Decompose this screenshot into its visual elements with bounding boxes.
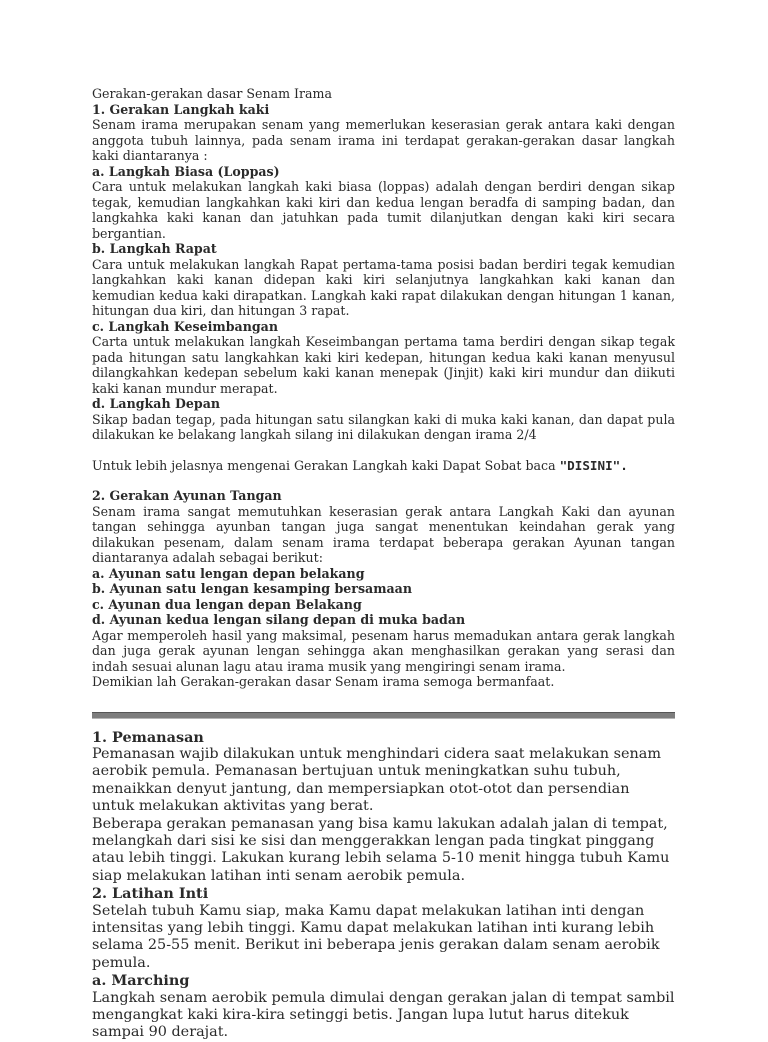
- disini-link[interactable]: "DISINI".: [559, 457, 628, 473]
- subheading-langkah-rapat: b. Langkah Rapat: [92, 241, 217, 256]
- senam-aerobik-section: [92, 729, 675, 1042]
- heading-marching: a. Marching: [92, 972, 190, 990]
- paragraph-ayunan-detail: Agar memperoleh hasil yang maksimal, pesenam harus memadukan antara gerak langkah dan juga gerak ayunan lengan sehingga akan menghasilkan gerakan yang serasi dan indah sesuai alunan lagu atau irama musik yang mengiringi senam irama.: [92, 627, 675, 674]
- paragraph-langkah-keseimbangan: Carta untuk melakukan langkah Keseimbangan pertama tama berdiri dengan sikap tegak pada hitungan satu langkahkan kaki kiri kedepan, hitungan kedua kaki kanan menyusul dilangkahkan kedepan sebelum kaki kanan menepak (Jinjit) kaki kiri mundur dan diikuti kaki kanan mundur merapat.: [92, 334, 675, 396]
- heading-latihan-inti: 2. Latihan Inti: [92, 885, 209, 903]
- paragraph-ayunan-intro: Senam irama sangat memutuhkan keserasian gerak antara Langkah Kaki dan ayunan tangan sehingga ayunban tangan juga sangat menentukan keindahan gerak yang dilakukan pesenam, dalam senam irama terdapat beberapa gerakan Ayunan tangan diantaranya adalah sebagai berikut:: [92, 503, 675, 565]
- paragraph-pemanasan: Pemanasan wajib dilakukan untuk menghindari cidera saat melakukan senam aerobik pemula. Pemanasan bertujuan untuk meningkatkan suhu tubuh, menaikkan denyut jantung, dan mempersiapkan otot-otot dan persendian untuk melakukan aktivitas yang berat.: [92, 745, 662, 815]
- spacer: [92, 443, 675, 458]
- subheading-langkah-depan: d. Langkah Depan: [92, 396, 221, 411]
- paragraph-closing: Demikian lah Gerakan-gerakan dasar Senam irama semoga bermanfaat.: [92, 674, 555, 689]
- paragraph-langkah-depan: Sikap badan tegap, pada hitungan satu silangkan kaki di muka kaki kanan, dan dapat pula dilakukan ke belakang langkah silang ini dilakukan dengan irama 2/4: [92, 411, 675, 442]
- horizontal-divider: [92, 712, 675, 719]
- paragraph-langkah-intro: Senam irama merupakan senam yang memerlukan keserasian gerak antara kaki dengan anggota tubuh lainnya, pada senam irama ini terdapat gerakan-gerakan dasar langkah kaki diantaranya :: [92, 117, 675, 163]
- paragraph-latihan-inti: Setelah tubuh Kamu siap, maka Kamu dapat melakukan latihan inti dengan intensitas yang lebih tinggi. Kamu dapat melakukan latihan inti kurang lebih selama 25-55 menit. Berikut ini beberapa jenis gerakan dalam senam aerobik pemula.: [92, 902, 660, 971]
- paragraph-more-info: [92, 458, 675, 474]
- subheading-langkah-keseimbangan: c. Langkah Keseimbangan: [92, 318, 278, 334]
- document-title: Gerakan-gerakan dasar Senam Irama: [92, 86, 333, 101]
- heading-pemanasan: 1. Pemanasan: [92, 728, 204, 746]
- list-item: c. Ayunan dua lengan depan Belakang: [92, 596, 362, 612]
- subheading-langkah-biasa: a. Langkah Biasa (Loppas): [92, 163, 280, 179]
- list-item: d. Ayunan kedua lengan silang depan di muka badan: [92, 612, 466, 627]
- spacer: [92, 473, 675, 488]
- section-heading-langkah-kaki: 1. Gerakan Langkah kaki: [92, 101, 270, 117]
- list-item: b. Ayunan satu lengan kesamping bersamaan: [92, 581, 412, 596]
- paragraph-langkah-rapat: Cara untuk melakukan langkah Rapat pertama-tama posisi badan berdiri tegak kemudian langkahkan kaki kanan didepan kaki kiri selanjutnya langkahkan kaki kanan dan kemudian kedua kaki dirapatkan. Langkah kaki rapat dilakukan dengan hitungan 1 kanan, hitungan dua kiri, dan hitungan 3 rapat.: [92, 256, 675, 318]
- senam-irama-section: [92, 86, 675, 690]
- more-info-text: Untuk lebih jelasnya mengenai Gerakan Langkah kaki Dapat Sobat baca: [92, 457, 560, 473]
- document-page: [92, 86, 675, 1042]
- section-heading-ayunan-tangan: 2. Gerakan Ayunan Tangan: [92, 488, 282, 503]
- paragraph-marching: Langkah senam aerobik pemula dimulai dengan gerakan jalan di tempat sambil mengangkat kaki kira-kira setinggi betis. Jangan lupa lutut harus ditekuk sampai 90 derajat.: [92, 989, 675, 1041]
- list-item: a. Ayunan satu lengan depan belakang: [92, 565, 365, 581]
- paragraph-pemanasan-gerakan: Beberapa gerakan pemanasan yang bisa kamu lakukan adalah jalan di tempat, melangkah dari sisi ke sisi dan menggerakkan lengan pada tingkat pinggang atau lebih tinggi. Lakukan kurang lebih selama 5-10 menit hingga tubuh Kamu siap melakukan latihan inti senam aerobik pemula.: [92, 815, 670, 884]
- paragraph-langkah-biasa: Cara untuk melakukan langkah kaki biasa (loppas) adalah dengan berdiri dengan sikap tegak, kemudian langkahkan kaki kiri dan kedua lengan beradfa di samping badan, dan langkahka kaki kanan dan jatuhkan pada tumit dilanjutkan dengan kaki kiri secara bergantian.: [92, 179, 675, 241]
